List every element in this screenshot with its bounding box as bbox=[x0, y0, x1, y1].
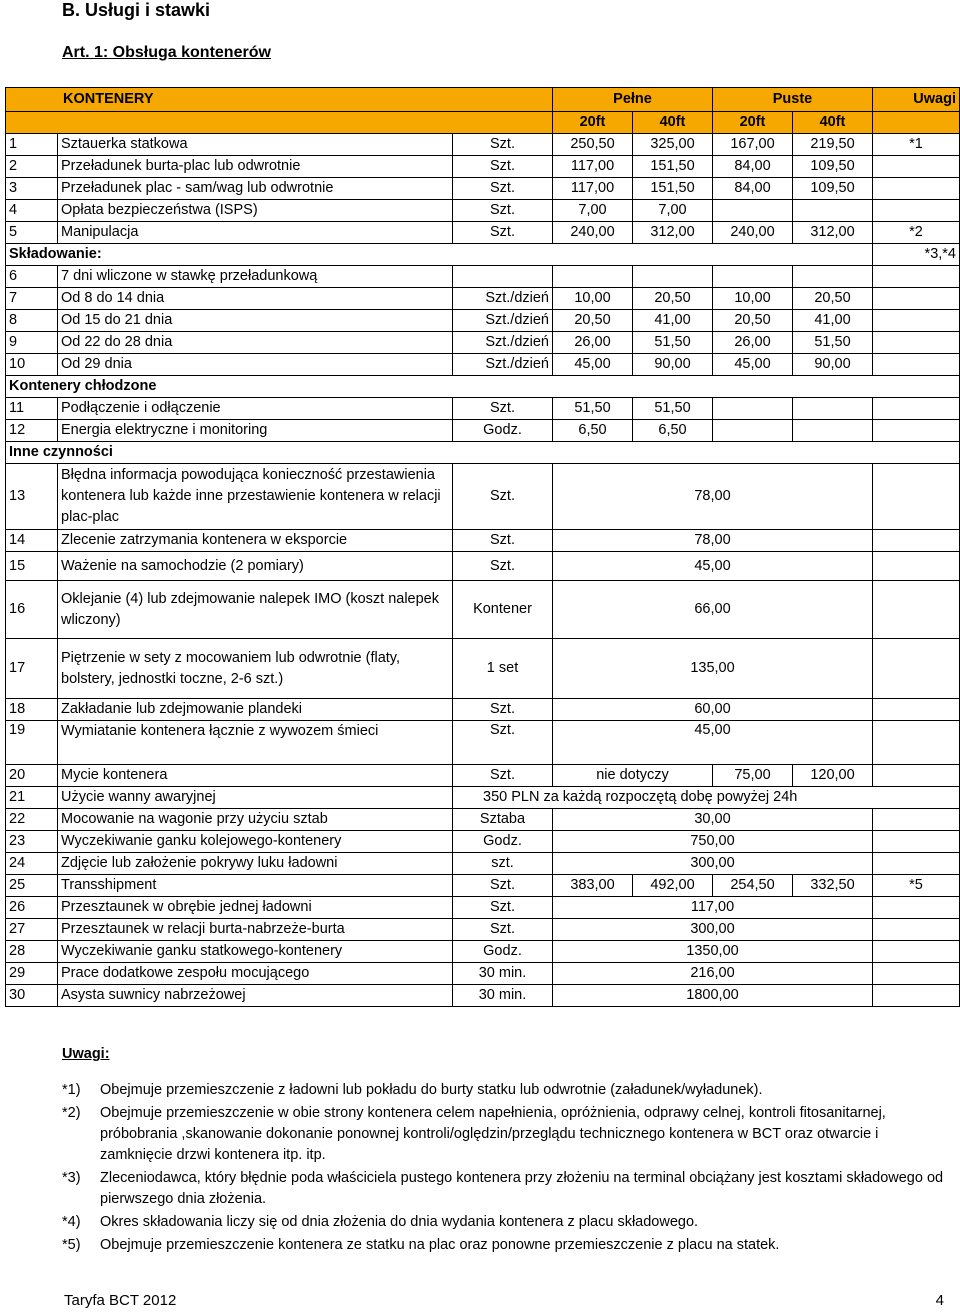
table-row: 1 Sztauerka statkowa Szt. 250,50 325,00 167,00 219,50 *1 bbox=[6, 134, 960, 156]
table-row: 3 Przeładunek plac - sam/wag lub odwrotnie Szt. 117,00 151,50 84,00 109,50 bbox=[6, 178, 960, 200]
table-row: 8 Od 15 do 21 dnia Szt./dzień 20,50 41,00 20,50 41,00 bbox=[6, 310, 960, 332]
table-row: 18 Zakładanie lub zdejmowanie plandeki Szt. 60,00 bbox=[6, 699, 960, 721]
table-row: 11 Podłączenie i odłączenie Szt. 51,50 51,50 bbox=[6, 398, 960, 420]
table-subheader-row bbox=[6, 112, 960, 134]
header-40ft-full: 40ft bbox=[633, 112, 713, 134]
header-20ft-empty: 20ft bbox=[713, 112, 793, 134]
table-row: 30 Asysta suwnicy nabrzeżowej 30 min. 1800,00 bbox=[6, 985, 960, 1007]
header-20ft-full: 20ft bbox=[553, 112, 633, 134]
table-row: 13 Błędna informacja powodująca konieczność przestawienia kontenera lub każde inne przestawienie kontenera w relacji plac-plac Szt. 78,00 bbox=[6, 464, 960, 530]
note-item: *3) Zleceniodawca, który błędnie poda właściciela pustego kontenera przy złożeniu na terminal obciążany jest kosztami składowego od pierwszego dnia złożenia. bbox=[62, 1170, 944, 1207]
rates-table bbox=[5, 87, 960, 1007]
table-row: 22 Mocowanie na wagonie przy użyciu sztab Sztaba 30,00 bbox=[6, 809, 960, 831]
table-row: 21 Użycie wanny awaryjnej 350 PLN za każdą rozpoczętą dobę powyżej 24h bbox=[6, 787, 960, 809]
table-row: 26 Przesztaunek w obrębie jednej ładowni Szt. 117,00 bbox=[6, 897, 960, 919]
table-row: 29 Prace dodatkowe zespołu mocującego 30 min. 216,00 bbox=[6, 963, 960, 985]
table-row: 14 Zlecenie zatrzymania kontenera w eksporcie Szt. 78,00 bbox=[6, 530, 960, 552]
section-row-inne: Inne czynności bbox=[6, 442, 960, 464]
table-row: 27 Przesztaunek w relacji burta-nabrzeże-burta Szt. 300,00 bbox=[6, 919, 960, 941]
table-row: 25 Transshipment Szt. 383,00 492,00 254,50 332,50 *5 bbox=[6, 875, 960, 897]
section-row-skladowanie: Składowanie: *3,*4 bbox=[6, 244, 960, 266]
section-title: B. Usługi i stawki bbox=[62, 0, 211, 20]
header-kontenery: KONTENERY bbox=[6, 88, 553, 112]
table-row: 28 Wyczekiwanie ganku statkowego-kontenery Godz. 1350,00 bbox=[6, 941, 960, 963]
table-row: 5 Manipulacja Szt. 240,00 312,00 240,00 312,00 *2 bbox=[6, 222, 960, 244]
section-row-chlodzone: Kontenery chłodzone bbox=[6, 376, 960, 398]
note-item: *1) Obejmuje przemieszczenie z ładowni lub pokładu do burty statku lub odwrotnie (załadunek/wyładunek). bbox=[62, 1082, 763, 1098]
article-title: Art. 1: Obsługa kontenerów bbox=[62, 44, 271, 61]
table-row: 9 Od 22 do 28 dnia Szt./dzień 26,00 51,50 26,00 51,50 bbox=[6, 332, 960, 354]
table-row: 4 Opłata bezpieczeństwa (ISPS) Szt. 7,00 7,00 bbox=[6, 200, 960, 222]
notes-title: Uwagi: bbox=[62, 1046, 110, 1062]
table-header-row bbox=[6, 88, 960, 112]
table-row: 24 Zdjęcie lub założenie pokrywy luku ładowni szt. 300,00 bbox=[6, 853, 960, 875]
note-item: *5) Obejmuje przemieszczenie kontenera ze statku na plac oraz ponowne przemieszczenie z placu na statek. bbox=[62, 1237, 780, 1253]
table-row: 10 Od 29 dnia Szt./dzień 45,00 90,00 45,00 90,00 bbox=[6, 354, 960, 376]
table-row: 19 Wymiatanie kontenera łącznie z wywozem śmieci Szt. 45,00 bbox=[6, 721, 960, 765]
table-row: 7 Od 8 do 14 dnia Szt./dzień 10,00 20,50 10,00 20,50 bbox=[6, 288, 960, 310]
header-puste: Puste bbox=[713, 88, 873, 112]
table-row: 16 Oklejanie (4) lub zdejmowanie nalepek IMO (koszt nalepek wliczony) Kontener 66,00 bbox=[6, 581, 960, 639]
page-number: 4 bbox=[935, 1292, 944, 1309]
table-row: 2 Przeładunek burta-plac lub odwrotnie Szt. 117,00 151,50 84,00 109,50 bbox=[6, 156, 960, 178]
table-row: 12 Energia elektryczne i monitoring Godz. 6,50 6,50 bbox=[6, 420, 960, 442]
footer-title: Taryfa BCT 2012 bbox=[64, 1292, 177, 1309]
header-40ft-empty: 40ft bbox=[793, 112, 873, 134]
header-uwagi: Uwagi bbox=[873, 88, 960, 112]
notes-section bbox=[62, 1046, 952, 1258]
table-row: 15 Ważenie na samochodzie (2 pomiary) Szt. 45,00 bbox=[6, 552, 960, 581]
note-item: *2) Obejmuje przemieszczenie w obie strony kontenera celem napełnienia, opróżnienia, odprawy celnej, kontroli fitosanitarnej, próbobrania ,skanowanie dokonanie ponownej kontroli/oględzin/przeglądu technicznego kontenera w BCT oraz otwarcie i zamknięcie drzwi kontenera itp. itp. bbox=[62, 1105, 886, 1163]
table-row: 6 7 dni wliczone w stawkę przeładunkową bbox=[6, 266, 960, 288]
note-item: *4) Okres składowania liczy się od dnia złożenia do dnia wydania kontenera z placu składowego. bbox=[62, 1214, 699, 1230]
table-row: 17 Piętrzenie w sety z mocowaniem lub odwrotnie (flaty, bolstery, jednostki toczne, 2-6 szt.) 1 set 135,00 bbox=[6, 639, 960, 699]
header-pelne: Pełne bbox=[553, 88, 713, 112]
table-row: 23 Wyczekiwanie ganku kolejowego-kontenery Godz. 750,00 bbox=[6, 831, 960, 853]
table-row: 20 Mycie kontenera Szt. nie dotyczy 75,00 120,00 bbox=[6, 765, 960, 787]
